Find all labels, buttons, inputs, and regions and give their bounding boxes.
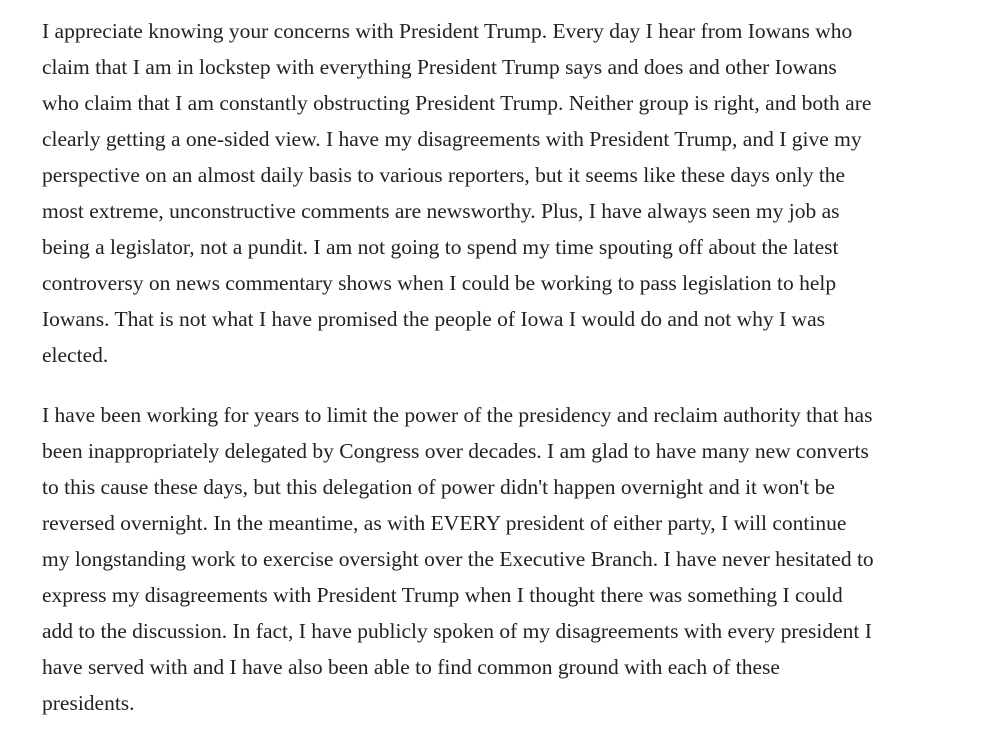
letter-body <box>42 13 972 721</box>
paragraph-2: I have been working for years to limit the power of the presidency and reclaim authority that has been inappropriately delegated by Congress over decades. I am glad to have many new converts to this cause these days, but this delegation of power didn't happen overnight and it won't be reversed overnight. In the meantime, as with EVERY president of either party, I will continue my longstanding work to exercise oversight over the Executive Branch. I have never hesitated to express my disagreements with President Trump when I thought there was something I could add to the discussion. In fact, I have publicly spoken of my disagreements with every president I have served with and I have also been able to find common ground with each of these presidents. <box>42 403 874 715</box>
paragraph-1: I appreciate knowing your concerns with President Trump. Every day I hear from Iowans who claim that I am in lockstep with everything President Trump says and does and other Iowans who claim that I am constantly obstructing President Trump. Neither group is right, and both are clearly getting a one-sided view. I have my disagreements with President Trump, and I give my perspective on an almost daily basis to various reporters, but it seems like these days only the most extreme, unconstructive comments are newsworthy. Plus, I have always seen my job as being a legislator, not a pundit. I am not going to spend my time spouting off about the latest controversy on news commentary shows when I could be working to pass legislation to help Iowans. That is not what I have promised the people of Iowa I would do and not why I was elected. <box>42 19 872 367</box>
